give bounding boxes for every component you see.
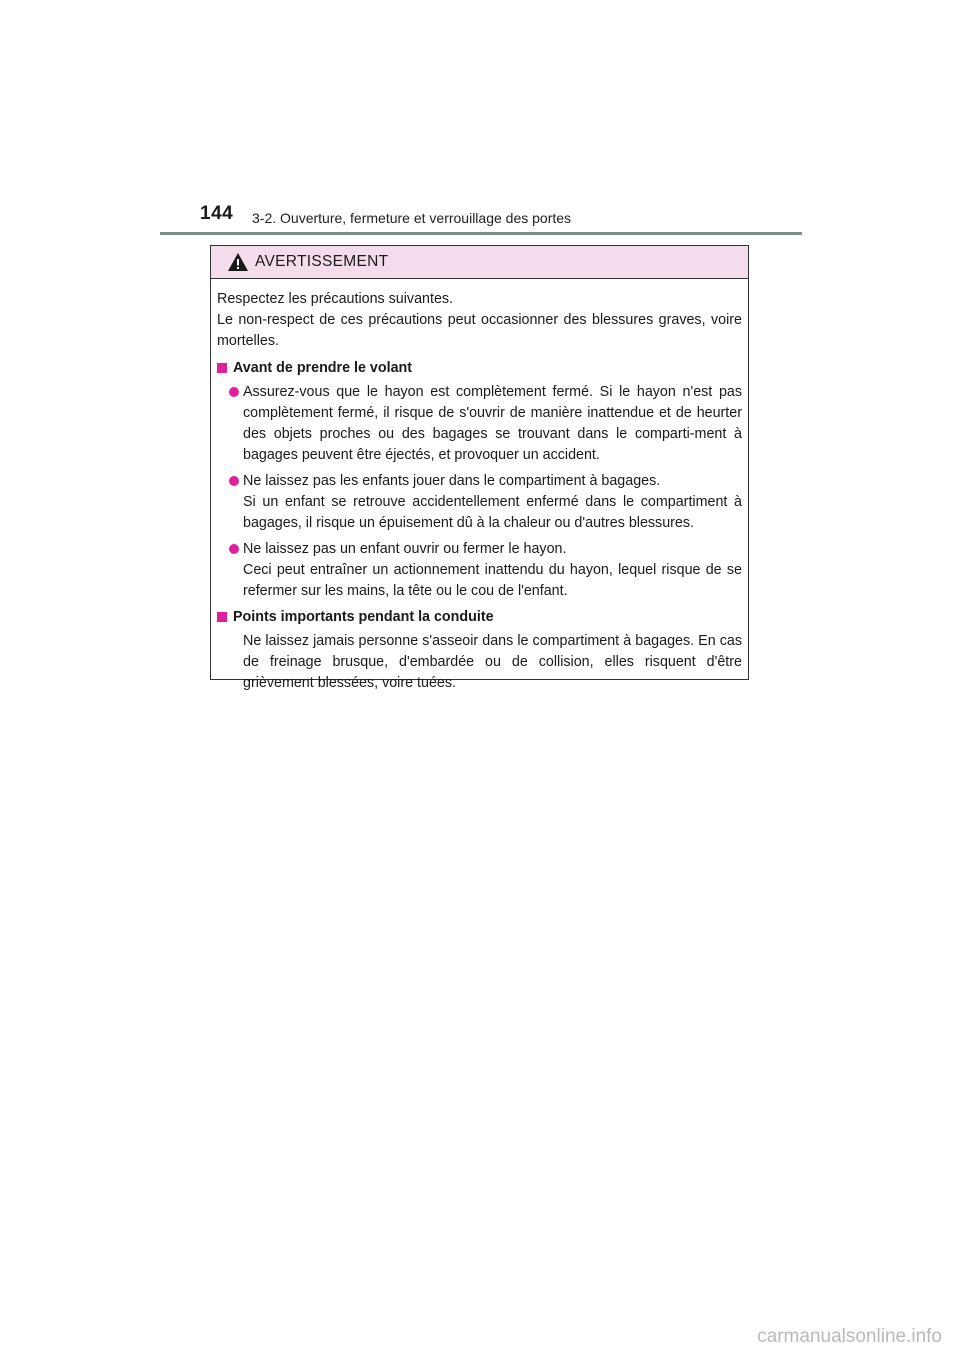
page-number: 144 <box>200 203 234 224</box>
round-bullet-icon <box>229 476 239 486</box>
header-rule <box>160 232 802 235</box>
section-heading-text: Avant de prendre le volant <box>233 360 413 376</box>
section-before-driving <box>217 358 742 602</box>
watermark: carmanualsonline.info <box>757 1326 942 1347</box>
bullet-text: Si un enfant se retrouve accidentellement enfermé dans le compartiment à bagages, il risque un épuisement dû à la chaleur ou d'autres blessures. <box>243 494 742 531</box>
section-heading <box>217 607 742 628</box>
bullet-text: Assurez-vous que le hayon est complètement fermé. Si le hayon n'est pas complètement fermé, il risque de s'ouvrir de manière inattendue et de heurter des objets proches ou des bagages se trouvant dans le comparti-ment à bagages peuvent être éjectés, et provoquer un accident. <box>243 384 742 463</box>
section-paragraph: Ne laissez jamais personne s'asseoir dans le compartiment à bagages. En cas de freinage brusque, d'embardée ou de collision, elles risquent d'être grièvement blessées, voire tuées. <box>243 633 742 691</box>
warning-title: AVERTISSEMENT <box>255 253 389 270</box>
section-title: 3-2. Ouverture, fermeture et verrouillage des portes <box>252 210 572 226</box>
intro-line-2: Le non-respect de ces précautions peut occasionner des blessures graves, voire mortelles. <box>217 312 742 349</box>
section-heading <box>217 358 742 379</box>
warning-triangle-icon <box>227 252 249 272</box>
section-while-driving <box>217 607 742 694</box>
list-item <box>217 382 742 466</box>
bullet-text: Ne laissez pas un enfant ouvrir ou fermer le hayon. <box>243 541 567 557</box>
warning-box <box>210 245 749 691</box>
intro-line-1: Respectez les précautions suivantes. <box>217 291 454 307</box>
warning-body <box>211 279 748 694</box>
page-header <box>160 196 802 236</box>
round-bullet-icon <box>229 544 239 554</box>
bullet-text: Ceci peut entraîner un actionnement inattendu du hayon, lequel risque de se refermer sur les mains, la tête ou le cou de l'enfant. <box>243 562 742 599</box>
warning-header <box>211 246 748 279</box>
section-heading-text: Points importants pendant la conduite <box>233 609 494 625</box>
square-bullet-icon <box>217 612 227 622</box>
round-bullet-icon <box>229 387 239 397</box>
list-item <box>217 471 742 534</box>
warning-intro <box>217 289 742 352</box>
square-bullet-icon <box>217 363 227 373</box>
bullet-list <box>217 382 742 602</box>
list-item <box>217 539 742 602</box>
bullet-text: Ne laissez pas les enfants jouer dans le compartiment à bagages. <box>243 473 661 489</box>
